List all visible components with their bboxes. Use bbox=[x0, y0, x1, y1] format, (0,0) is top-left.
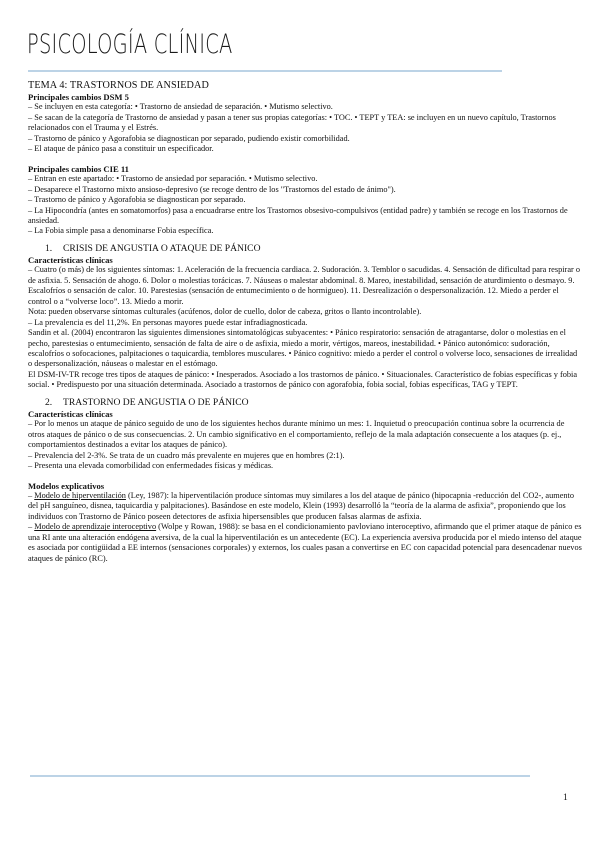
dash: – bbox=[28, 522, 35, 532]
paragraph: – Prevalencia del 2-3%. Se trata de un cuadro más prevalente en mujeres que en hombres (2:1). bbox=[28, 450, 345, 460]
document-body bbox=[28, 80, 583, 564]
list-item: – El ataque de pánico pasa a constituir un especificador. bbox=[28, 144, 214, 154]
list-item: – Se sacan de la categoría de Trastorno de ansiedad y pasan a tener sus propias categorías: • TOC. • TEPT y TEA: se incluyen en un nuevo capítulo, Trastornos relacionados con el Trauma y el Estrés. bbox=[28, 112, 556, 133]
section2-heading bbox=[28, 397, 583, 409]
paragraph: Nota: pueden observarse síntomas culturales (acúfenos, dolor de cuello, dolor de cabeza, gritos o llanto incontrolable). bbox=[28, 307, 422, 317]
cie11-heading: Principales cambios CIE 11 bbox=[28, 163, 129, 174]
list-item: – Desaparece el Trastorno mixto ansioso-depresivo (se recoge dentro de los "Trastornos del estado de ánimo"). bbox=[28, 184, 396, 194]
paragraph: – Cuatro (o más) de los siguientes síntomas: 1. Aceleración de la frecuencia cardiaca. 2. Sudoración. 3. Temblor o sacudidas. 4. Sensación de dificultad para respirar o de asfixia. 5. Sensación de ahogo. 6. Dolor o molestias torácicas. 7. Náuseas o malestar abdominal. 8. Mareo, inestabilidad, sensación de aturdimiento o desmayo. 9. Escalofríos o sensación de calor. 10. Parestesias (sensación de entumecimiento o de hormigueo). 11. Desrealización o despersonalización. 12. Miedo a perder el control o a “volverse loco”. 13. Miedo a morir. bbox=[28, 265, 580, 306]
dsm5-heading: Principales cambios DSM 5 bbox=[28, 92, 129, 102]
spacer bbox=[28, 472, 583, 481]
section1-title: CRISIS DE ANGUSTIA O ATAQUE DE PÁNICO bbox=[63, 242, 261, 254]
spacer bbox=[28, 155, 583, 164]
list-item: – La Fobia simple pasa a denominarse Fobia específica. bbox=[28, 226, 214, 236]
page-title: PSICOLOGÍA CLÍNICA bbox=[27, 29, 233, 60]
paragraph: – La prevalencia es del 11,2%. En personas mayores puede estar infradiagnosticada. bbox=[28, 317, 308, 327]
models-heading: Modelos explicativos bbox=[28, 480, 105, 491]
section2-title: TRASTORNO DE ANGUSTIA O DE PÁNICO bbox=[63, 396, 249, 408]
model-hiperventilacion-name: Modelo de hiperventilación bbox=[34, 490, 126, 500]
list-item: – Trastorno de pánico y Agorafobia se diagnostican por separado, pudiendo existir comorbilidad. bbox=[28, 133, 350, 143]
paragraph bbox=[28, 522, 583, 564]
list-item: – La Hipocondría (antes en somatomorfos) pasa a encuadrarse entre los Trastornos obsesivo-compulsivos (entidad padre) y también se recoge en los Trastornos de ansiedad. bbox=[28, 205, 568, 225]
section1-number: 1. bbox=[45, 242, 53, 254]
list-item: – Trastorno de pánico y Agorafobia se diagnostican por separado. bbox=[28, 195, 246, 205]
dash: – bbox=[28, 490, 35, 500]
paragraph: El DSM-IV-TR recoge tres tipos de ataques de pánico: • Inesperados. Asociado a los trastornos de pánico. • Situacionales. Característico de fobias específicas y fobia social. • Predispuesto por una situación determinada. Asociado a trastornos de pánico con agorafobia, fobia social, fobias específicas, TAG y TEPT. bbox=[28, 369, 578, 390]
title-divider bbox=[28, 70, 502, 72]
section1-heading bbox=[28, 243, 583, 255]
page-number: 1 bbox=[563, 793, 568, 803]
model-interoceptivo-text: (Wolpe y Rowan, 1988): se basa en el condicionamiento pavloviano interoceptivo, afirmando que el primer ataque de pánico es una RI ante una alteración endógena aversiva, de la cual la hiperventilación es un antecedente (EC). La experiencia aversiva producida por el miedo intenso del ataque es asociada por contigüidad a EE internos (sensaciones corporales) y externos, los cuales pasan a convertirse en EC con capacidad potencial para desencadenar nuevos ataques de pánico (RC). bbox=[28, 522, 582, 563]
paragraph: – Por lo menos un ataque de pánico seguido de uno de los siguientes hechos durante mínimo un mes: 1. Inquietud o preocupación continua sobre la ocurrencia de otros ataques de pánico o de sus consecuencias. 2. Un cambio significativo en el comportamiento, reflejo de la mala adaptación consecuente a los ataques (p. ej., comportamientos destinados a evitar los ataques de pánico). bbox=[28, 419, 565, 450]
model-interoceptivo-name: Modelo de aprendizaje interoceptivo bbox=[34, 522, 157, 532]
paragraph: Sandin et al. (2004) encontraron las siguientes dimensiones sintomatológicas subyacentes: • Pánico respiratorio: sensación de atragantarse, dolor o molestias en el pecho, parestesias o entumecimiento, sensación de falta de aire o de asfixia, miedo a morir, vértigos, mareos, inestabilidad. • Pánico autonómico: sudoración, escalofríos o sofocaciones, palpitaciones o taquicardia, temblores musculares. • Pánico cognitivo: miedo a perder el control o volverse loco, sensaciones de irrealidad o despersonalización, náuseas o malestar en el estómago. bbox=[28, 328, 578, 369]
paragraph bbox=[28, 491, 583, 522]
model-hiperventilacion-text: (Ley, 1987): la hiperventilación produce síntomas muy similares a los del ataque de pánico (hipocapnia -reducción del CO2-, aumento del pH sanguíneo, disnea, taquicardia y palpitaciones). Basándose en este modelo, Klein (1993) desarrolló la “teoría de la alarma de asfixia”, proponiendo que los individuos con Trastorno de Pánico poseen detectores de asfixia hipersensibles que producen falsas alarmas de asfixia. bbox=[28, 490, 574, 521]
section2-subheading: Características clínicas bbox=[28, 408, 113, 419]
list-item: – Entran en este apartado: • Trastorno de ansiedad por separación. • Mutismo selectivo. bbox=[28, 174, 318, 184]
section1-subheading: Características clínicas bbox=[28, 254, 113, 265]
paragraph: – Presenta una elevada comorbilidad con enfermedades físicas y médicas. bbox=[28, 461, 274, 471]
footer-divider bbox=[30, 775, 530, 777]
tema-heading: TEMA 4: TRASTORNOS DE ANSIEDAD bbox=[28, 80, 209, 91]
section2-number: 2. bbox=[45, 396, 53, 408]
list-item: – Se incluyen en esta categoría: • Trastorno de ansiedad de separación. • Mutismo selectivo. bbox=[28, 102, 333, 112]
